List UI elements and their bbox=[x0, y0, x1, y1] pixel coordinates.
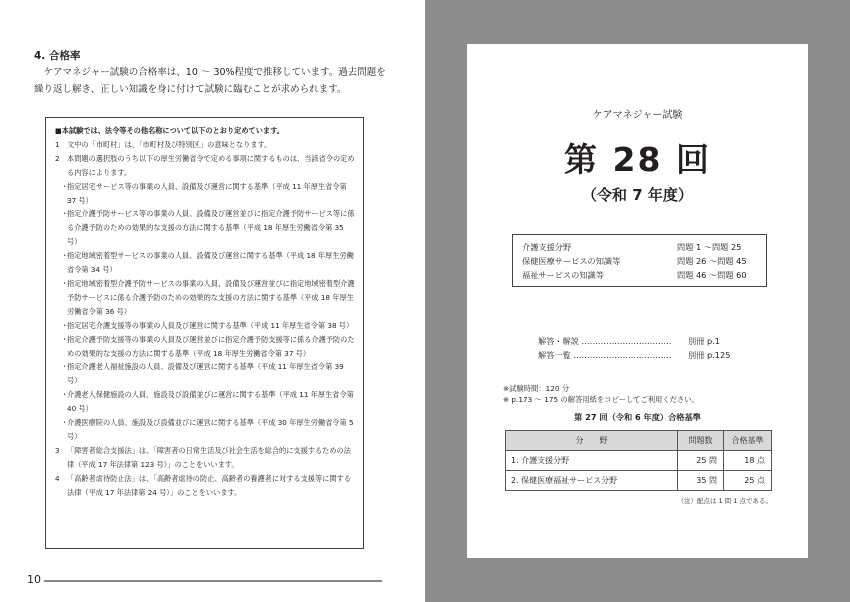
note-item-2-text: 本問題の選択肢のうち以下の厚生労働省令で定める事項に関するものは、当該省令の定める内容によります。 bbox=[67, 153, 355, 177]
table-header-row bbox=[506, 431, 772, 451]
ordinance-text: 指定居宅サービス等の事業の人員、設備及び運営に関する基準（平成 11 年厚生省令第 37 号） bbox=[67, 181, 347, 205]
time-note: ※試験時間：120 分 bbox=[503, 384, 570, 393]
notes-heading: ■本試験では、法令等その他名称について以下のとおり定めています。 bbox=[55, 126, 284, 135]
right-page bbox=[425, 0, 850, 602]
pass-criteria-table bbox=[505, 430, 772, 491]
note-item-2-number: 2 bbox=[55, 153, 60, 163]
ordinance-item: ・ 介護医療院の人員、施設及び設備並びに運営に関する基準（平成 30 年厚生労働省令第 5 号） bbox=[55, 416, 355, 444]
exam-cover-sheet bbox=[467, 44, 808, 558]
row-field: 1. 介護支援分野 bbox=[506, 451, 678, 471]
exam-year: （令和 7 年度） bbox=[582, 186, 693, 204]
intro-text: ケアマネジャー試験の合格率は、10 ～ 30%程度で推移しています。過去問題を繰り返し解き、正しい知識を身に付けて試験に臨むことが求められます。 bbox=[34, 67, 386, 95]
note-item-4-text: 「高齢者虐待防止法」は、「高齢者虐待の防止、高齢者の養護者に対する支援等に関する法律（平成 17 年法律第 24 号）」のことをいいます。 bbox=[67, 473, 351, 497]
note-item-1-number: 1 bbox=[55, 139, 60, 149]
row-count: 35 問 bbox=[678, 471, 724, 491]
field-row bbox=[522, 268, 757, 282]
answer-row bbox=[538, 348, 768, 362]
field-range: 問題 1 ～問題 25 bbox=[677, 242, 742, 252]
ordinance-text: 介護医療院の人員、施設及び設備並びに運営に関する基準（平成 30 年厚生労働省令第 5 号） bbox=[67, 418, 354, 441]
note-item-2 bbox=[55, 152, 355, 180]
ordinance-item: ・ 介護老人保健施設の人員、施設及び設備並びに運営に関する基準（平成 11 年厚生省令第 40 号） bbox=[55, 388, 355, 416]
header-field: 分 野 bbox=[506, 431, 678, 451]
note-item-4-number: 4 bbox=[55, 473, 60, 483]
field-row bbox=[522, 240, 757, 254]
answer-references bbox=[538, 334, 768, 362]
header-count: 問題数 bbox=[678, 431, 724, 451]
ordinance-item: ・ 指定地域密着型介護予防サービスの事業の人員、設備及び運営並びに指定地域密着型介護予防サービスに係る介護予防のための効果的な支援の方法に関する基準（平成 18 年厚生労働省令第 36 号） bbox=[55, 277, 355, 319]
table-row bbox=[506, 471, 772, 491]
note-item-3-number: 3 bbox=[55, 445, 60, 455]
pass-criteria-title: 第 27 回（令和 6 年度）合格基準 bbox=[574, 412, 701, 422]
ordinance-item: ・ 指定居宅サービス等の事業の人員、設備及び運営に関する基準（平成 11 年厚生省令第 37 号） bbox=[55, 180, 355, 208]
exam-round: 第 28 回 bbox=[564, 140, 711, 179]
page-number: 10 bbox=[27, 573, 41, 586]
field-range: 問題 26 ～問題 45 bbox=[677, 256, 747, 266]
footer-rule bbox=[44, 580, 382, 582]
note-item-3-text: 「障害者総合支援法」は、「障害者の日常生活及び社会生活を総合的に支援するための法律（平成 17 年法律第 123 号）」のことをいいます。 bbox=[67, 445, 351, 469]
row-pass: 18 点 bbox=[724, 451, 772, 471]
field-name: 保健医療サービスの知識等 bbox=[522, 256, 621, 266]
ordinance-item: ・ 指定居宅介護支援等の事業の人員及び運営に関する基準（平成 11 年厚生省令第 38 号） bbox=[55, 319, 355, 333]
row-count: 25 問 bbox=[678, 451, 724, 471]
ordinance-text: 介護老人保健施設の人員、施設及び設備並びに運営に関する基準（平成 11 年厚生省令第 40 号） bbox=[67, 390, 354, 414]
answer-row bbox=[538, 334, 768, 348]
answer-label: 解答・解説 …………………………… bbox=[538, 336, 672, 346]
field-range: 問題 46 ～問題 60 bbox=[677, 270, 747, 280]
ordinance-text: 指定地域密着型介護予防サービスの事業の人員、設備及び運営並びに指定地域密着型介護予防サービスに係る介護予防のための効果的な支援の方法に関する基準（平成 18 年厚生労働省令第 36 号） bbox=[67, 278, 355, 316]
row-field: 2. 保健医療福祉サービス分野 bbox=[506, 471, 678, 491]
ordinance-item: ・ 指定地域密着型サービスの事業の人員、設備及び運営に関する基準（平成 18 年厚生労働省令第 34 号） bbox=[55, 249, 355, 277]
ordinance-text: 指定居宅介護支援等の事業の人員及び運営に関する基準（平成 11 年厚生省令第 38 号） bbox=[67, 320, 354, 330]
ordinance-item: ・ 指定介護老人福祉施設の人員、設備及び運営に関する基準（平成 11 年厚生省令第 39 号） bbox=[55, 360, 355, 388]
ordinance-text: 指定介護予防支援等の事業の人員及び運営並びに指定介護予防支援等に係る介護予防のための効果的な支援の方法に関する基準（平成 18 年厚生労働省令第 37 号） bbox=[67, 334, 355, 358]
ordinance-item: ・ 指定介護予防支援等の事業の人員及び運営並びに指定介護予防支援等に係る介護予防のための効果的な支援の方法に関する基準（平成 18 年厚生労働省令第 37 号） bbox=[55, 333, 355, 361]
exam-notes bbox=[503, 384, 793, 405]
notes-box bbox=[45, 117, 364, 549]
answer-label: 解答一覧 ……………………………… bbox=[538, 350, 672, 360]
note-item-4 bbox=[55, 472, 355, 500]
note-item-3 bbox=[55, 444, 355, 472]
ordinance-item: ・ 指定介護予防サービス等の事業の人員、設備及び運営並びに指定介護予防サービス等に係る介護予防のための効果的な支援の方法に関する基準（平成 18 年厚生労働省令第 35 号） bbox=[55, 207, 355, 249]
answer-page: 別冊 p.125 bbox=[688, 350, 731, 360]
table-note: （注）配点は 1 問 1 点である。 bbox=[677, 497, 772, 505]
field-name: 介護支援分野 bbox=[522, 242, 572, 252]
answer-page: 別冊 p.1 bbox=[688, 336, 720, 346]
row-pass: 25 点 bbox=[724, 471, 772, 491]
answer-sheet-note: ※ p.173 ～ 175 の解答用紙をコピーしてご利用ください。 bbox=[503, 394, 699, 404]
field-name: 福祉サービスの知識等 bbox=[522, 270, 604, 280]
ordinance-text: 指定介護予防サービス等の事業の人員、設備及び運営並びに指定介護予防サービス等に係る介護予防のための効果的な支援の方法に関する基準（平成 18 年厚生労働省令第 35 号） bbox=[67, 209, 355, 247]
header-pass: 合格基準 bbox=[724, 431, 772, 451]
ordinance-text: 指定地域密着型サービスの事業の人員、設備及び運営に関する基準（平成 18 年厚生労働省令第 34 号） bbox=[67, 251, 354, 275]
field-range-box bbox=[512, 234, 767, 287]
note-item-1 bbox=[55, 138, 355, 152]
section-title: 4. 合格率 bbox=[34, 50, 81, 62]
table-row bbox=[506, 451, 772, 471]
exam-name: ケアマネジャー試験 bbox=[592, 110, 683, 121]
field-row bbox=[522, 254, 757, 268]
note-item-1-text: 文中の「市町村」は、「市町村及び特別区」の意味となります。 bbox=[67, 139, 272, 149]
ordinance-text: 指定介護老人福祉施設の人員、設備及び運営に関する基準（平成 11 年厚生省令第 39 号） bbox=[67, 362, 344, 386]
